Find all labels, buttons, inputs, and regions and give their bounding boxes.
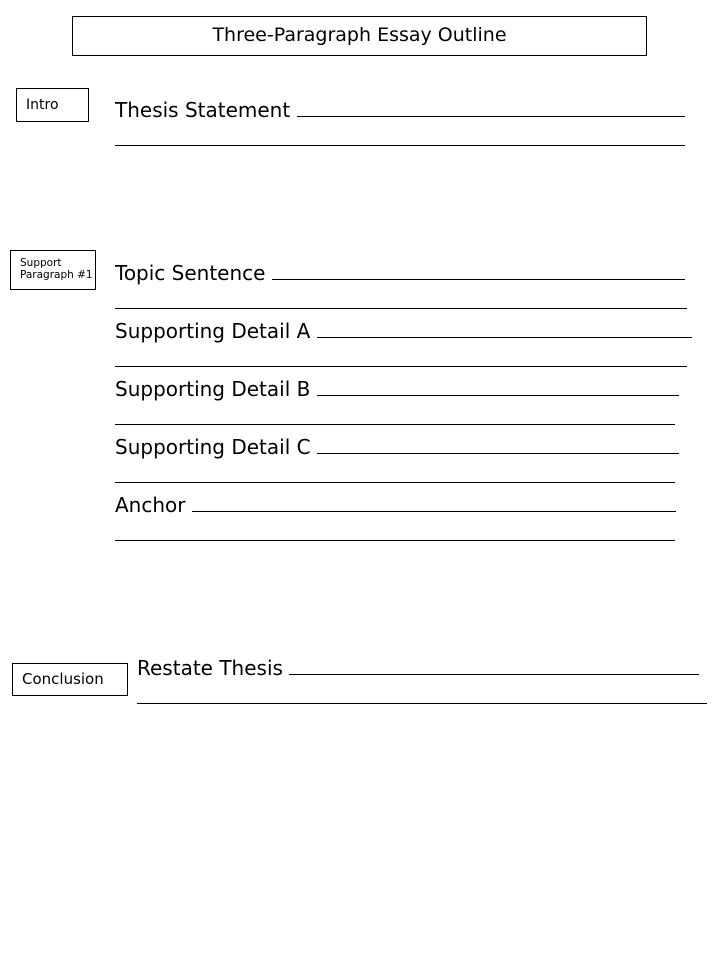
blank-rule	[297, 94, 685, 117]
support-paragraph-label	[10, 250, 96, 290]
anchor-line	[115, 489, 692, 518]
blank-rule	[272, 257, 685, 280]
supporting-detail-a-prompt: Supporting Detail A	[115, 319, 311, 343]
blank-rule	[192, 489, 676, 512]
intro-lines	[115, 94, 685, 152]
blank-line	[115, 402, 692, 431]
supporting-detail-b-prompt: Supporting Detail B	[115, 377, 311, 401]
supporting-detail-c-prompt: Supporting Detail C	[115, 435, 311, 459]
restate-thesis-prompt: Restate Thesis	[137, 656, 283, 680]
conclusion-label: Conclusion	[12, 663, 128, 696]
support-lines	[115, 257, 692, 547]
blank-rule	[289, 652, 699, 675]
thesis-statement-line	[115, 94, 685, 123]
conclusion-lines	[137, 652, 699, 710]
thesis-statement-prompt: Thesis Statement	[115, 98, 291, 122]
blank-line	[115, 460, 692, 489]
blank-line	[115, 344, 692, 373]
blank-rule	[317, 373, 679, 396]
intro-label: Intro	[16, 88, 89, 122]
blank-line	[115, 286, 692, 315]
support-label-line1: Support	[20, 257, 62, 269]
blank-rule	[317, 315, 692, 338]
blank-line	[115, 518, 692, 547]
support-label-line2: Paragraph #1	[20, 269, 93, 282]
supporting-detail-c-line	[115, 431, 692, 460]
supporting-detail-a-line	[115, 315, 692, 344]
topic-sentence-line	[115, 257, 692, 286]
supporting-detail-b-line	[115, 373, 692, 402]
blank-line	[115, 123, 685, 152]
topic-sentence-prompt: Topic Sentence	[115, 261, 266, 285]
restate-thesis-line	[137, 652, 699, 681]
page-title: Three-Paragraph Essay Outline	[72, 16, 647, 56]
anchor-prompt: Anchor	[115, 493, 186, 517]
blank-line	[137, 681, 699, 710]
blank-rule	[317, 431, 679, 454]
